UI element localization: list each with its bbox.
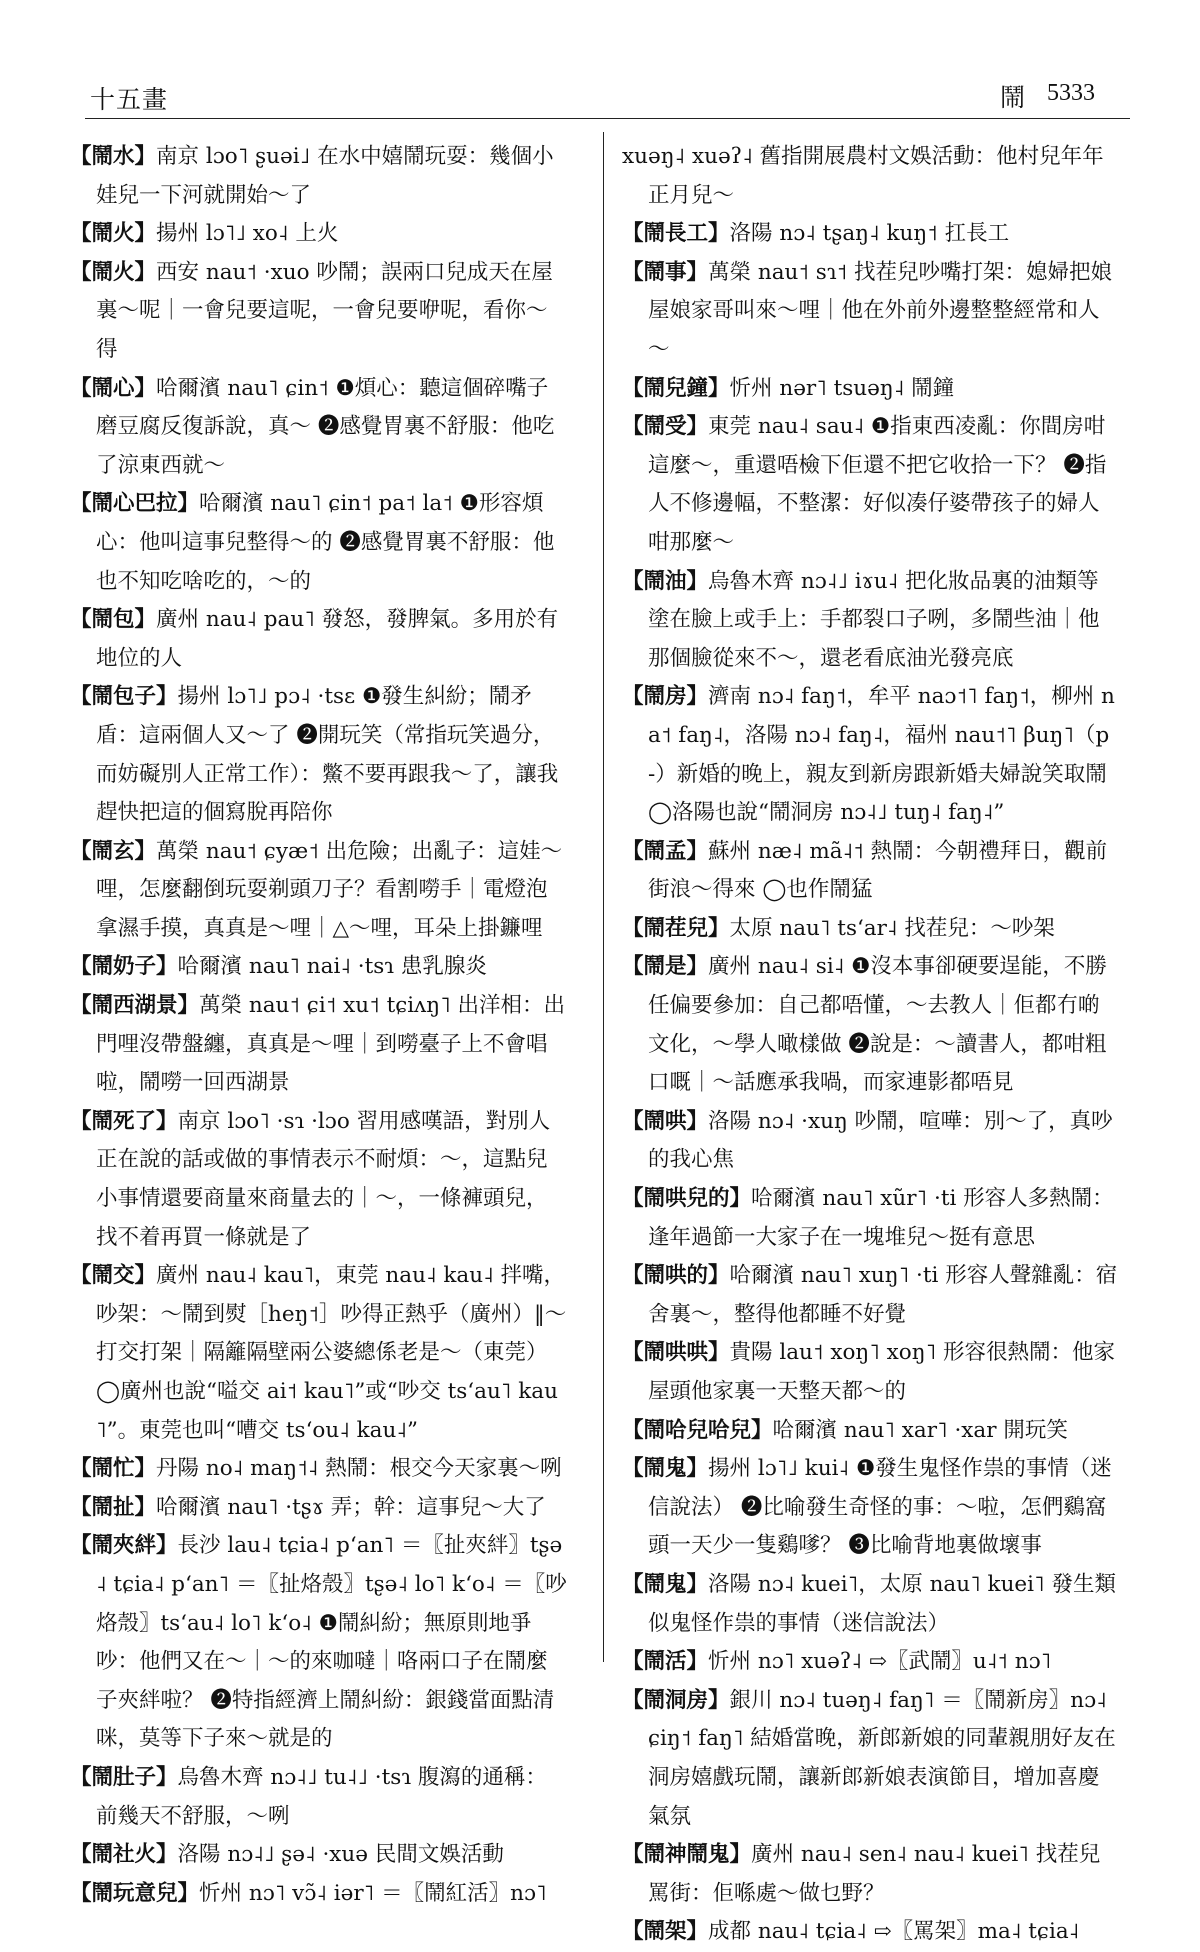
dictionary-entry (622, 1566, 1120, 1643)
entry-definition: 哈爾濱 nau˥ ɕin˦ pa˦ la˦ ❶形容煩心：他叫這事兒整得～的 ❷感覺胃裏不舒服：他也不知吃啥吃的，～的 (96, 491, 555, 594)
entry-headword: 【鬧兒鐘】 (622, 375, 730, 401)
entry-headword: 【鬧鬼】 (622, 1456, 709, 1482)
entry-definition: 洛陽 nɔ˨˩ ʂə˨ ·xuə 民間文娛活動 (177, 1842, 504, 1868)
entry-definition: 廣州 nau˨ pau˥ 發怒，發脾氣。多用於有地位的人 (96, 607, 559, 671)
entry-definition: 銀川 nɔ˨ tuəŋ˨ faŋ˥ ＝〖鬧新房〗nɔ˨ ɕiŋ˦ faŋ˥ 結婚當晚，新郎新娘的同輩親朋好友在洞房嬉戲玩鬧，讓新郎新娘表演節目，增加喜慶氣氛 (648, 1687, 1116, 1829)
entry-definition: 揚州 lɔ˥˩ kui˨ ❶發生鬼怪作祟的事情（迷信說法） ❷比喻發生奇怪的事：～啦，怎們鷄窩頭一天少一隻鷄嗲？ ❸比喻背地裏做壞事 (648, 1456, 1112, 1559)
entry-headword: 【鬧是】 (622, 954, 709, 980)
header-character: 鬧 (1000, 83, 1026, 112)
entry-definition: 哈爾濱 nau˥ ·tʂɤ 弄；幹：這事兒～大了 (156, 1494, 546, 1520)
dictionary-entry (622, 1643, 1120, 1682)
entry-headword: 【鬧神鬧鬼】 (622, 1842, 752, 1868)
dictionary-entry (70, 1759, 568, 1836)
entry-definition: 西安 nau˦ ·xuo 吵鬧；誤兩口兒成天在屋裏～呢｜一會兒要這呢，一會兒要咿呢，看你～得 (96, 259, 553, 362)
entry-definition: 廣州 nau˨ kau˥，東莞 nau˨ kau˨ 拌嘴，吵架：～鬧到熨［heŋ˦］吵得正熱乎（廣州）‖～打交打架｜隔籬隔壁兩公婆總係老是～（東莞）◯廣州也說“嗌交 ai˦ kau˥”或“吵交 tsʻau˥ kau˥”。東莞也叫“嘈交 tsʻou˨ kau˨” (96, 1263, 567, 1443)
dictionary-entry (622, 138, 1120, 215)
entry-definition: 洛陽 nɔ˨ ·xuŋ 吵鬧，喧嘩：別～了，真吵的我心焦 (648, 1108, 1113, 1173)
entry-headword: 【鬧長工】 (622, 221, 730, 247)
right-column (622, 138, 1120, 1952)
dictionary-entry (70, 138, 568, 215)
dictionary-entry (622, 370, 1120, 409)
entry-headword: 【鬧哄兒的】 (622, 1186, 752, 1212)
entry-definition: 烏魯木齊 nɔ˨˩ tu˨˩ ·tsɿ 腹瀉的通稱：前幾天不舒服，～咧 (96, 1764, 547, 1829)
entry-definition: 哈爾濱 nau˥ nai˨ ·tsɿ 患乳腺炎 (177, 954, 487, 980)
entry-headword: 【鬧架】 (622, 1919, 709, 1945)
entry-definition: 丹陽 no˨ maŋ˦˨ 熱鬧：根交今天家裏～咧 (156, 1456, 562, 1482)
entry-headword: 【鬧水】 (70, 144, 157, 169)
dictionary-entry (70, 485, 568, 601)
dictionary-entry (70, 1836, 568, 1875)
dictionary-entry (622, 254, 1120, 370)
entry-definition: 洛陽 nɔ˨ tʂaŋ˨ kuŋ˦ 扛長工 (729, 221, 1010, 247)
entry-definition: 萬榮 nau˦ ɕyæ˦ 出危險；出亂子：這娃～哩，怎麼翻倒玩耍剃頭刀子？看割嘮手｜電燈泡拿濕手摸，真真是～哩｜△～哩，耳朵上掛鐮哩 (96, 838, 563, 941)
dictionary-entry (70, 254, 568, 370)
dictionary-entry (622, 1334, 1120, 1411)
entry-definition: 萬榮 nau˦ sɿ˦ 找茬兒吵嘴打架：媳婦把娘屋娘家哥叫來～哩｜他在外前外邊整整經常和人～ (648, 259, 1113, 362)
dictionary-entry (70, 370, 568, 486)
dictionary-entry (622, 408, 1120, 562)
entry-headword: 【鬧奶子】 (70, 954, 178, 980)
entry-headword: 【鬧夾絆】 (70, 1533, 178, 1559)
entry-headword: 【鬧扯】 (70, 1494, 157, 1520)
entry-definition: xuəŋ˨ xuəʔ˨ 舊指開展農村文娛活動：他村兒年年正月兒～ (622, 144, 1104, 208)
dictionary-entry (622, 1257, 1120, 1334)
dictionary-entry (622, 833, 1120, 910)
entry-headword: 【鬧房】 (622, 684, 709, 710)
dictionary-entry (622, 1913, 1120, 1952)
entry-headword: 【鬧鬼】 (622, 1571, 709, 1597)
entry-headword: 【鬧玩意兒】 (70, 1880, 200, 1906)
entry-headword: 【鬧忙】 (70, 1456, 157, 1482)
dictionary-entry (70, 833, 568, 949)
entry-headword: 【鬧包】 (70, 607, 157, 633)
dictionary-entry (70, 1450, 568, 1489)
entry-headword: 【鬧火】 (70, 221, 157, 247)
entry-definition: 蘇州 næ˨ mã˨˦ 熱鬧：今朝禮拜日，觀前街浪～得來 ◯也作鬧猛 (648, 838, 1108, 903)
entry-definition: 貴陽 lau˦ xoŋ˥ xoŋ˥ 形容很熱鬧：他家屋頭他家裏一天整天都～的 (648, 1340, 1116, 1404)
entry-headword: 【鬧事】 (622, 259, 709, 285)
entry-headword: 【鬧西湖景】 (70, 993, 200, 1019)
entry-definition: 南京 lɔo˥ ʂuəi˩ 在水中嬉鬧玩耍：幾個小娃兒一下河就開始～了 (96, 144, 554, 208)
entry-definition: 揚州 lɔ˥˩ pɔ˨ ·tsɛ ❶發生糾紛；鬧矛盾：這兩個人又～了 ❷開玩笑（常指玩笑過分，而妨礙別人正常工作）：鱉不要再跟我～了，讓我趕快把這的個寫脫再陪你 (96, 684, 559, 826)
entry-headword: 【鬧肚子】 (70, 1764, 178, 1790)
entry-definition: 長沙 lau˨ tɕia˨ pʻan˥ ＝〖扯夾絆〗tʂə˨ tɕia˨ pʻan˥ ＝〖扯烙殼〗tʂə˨ lo˥ kʻo˨ ＝〖吵烙殼〗tsʻau˨ lo˥ kʻo˨ ❶鬧糾紛；無原則地爭吵：他們又在～｜～的來咖噠｜咯兩口子在鬧麼子夾絆啦？ ❷特指經濟上鬧糾紛：銀錢當面點清咪，莫等下子來～就是的 (96, 1533, 567, 1752)
dictionary-entry (70, 1103, 568, 1257)
entry-definition: 濟南 nɔ˨ faŋ˦，牟平 naɔ˦˥ faŋ˦，柳州 na˦ faŋ˨，洛陽 nɔ˨ faŋ˨，福州 nau˦˥ βuŋ˥（p-）新婚的晚上，親友到新房跟新婚夫婦說笑取鬧 ◯洛陽也說“鬧洞房 nɔ˨˩ tuŋ˨ faŋ˨” (648, 684, 1115, 826)
dictionary-entry (622, 563, 1120, 679)
entry-headword: 【鬧交】 (70, 1263, 157, 1289)
entry-headword: 【鬧火】 (70, 259, 157, 285)
entry-headword: 【鬧死了】 (70, 1108, 178, 1134)
section-header: 十五畫 (90, 85, 169, 114)
dictionary-entry (70, 601, 568, 678)
entry-definition: 南京 lɔo˥ ·sɿ ·lɔo 習用感嘆語，對別人正在說的話或做的事情表示不耐煩：～，這點兒小事情還要商量來商量去的｜～，一條褲頭兒，找不着再買一條就是了 (96, 1108, 551, 1250)
entry-definition: 廣州 nau˨ si˨ ❶沒本事卻硬要逞能，不勝任偏要參加：自己都唔懂，～去教人｜佢都冇啲文化，～學人噉樣做 ❷說是：～讀書人，都咁粗口嘅｜～話應承我喎，而家連影都唔見 (648, 954, 1107, 1096)
left-column (70, 138, 568, 1913)
entry-definition: 洛陽 nɔ˨ kuei˥，太原 nau˥ kuei˥ 發生類似鬼怪作祟的事情（迷信說法） (648, 1571, 1116, 1636)
entry-headword: 【鬧包子】 (70, 684, 178, 710)
entry-headword: 【鬧活】 (622, 1649, 709, 1675)
entry-definition: 哈爾濱 nau˥ xũr˥ ·ti 形容人多熱鬧：逢年過節一大家子在一塊堆兒～挺有意思 (648, 1186, 1114, 1250)
entry-headword: 【鬧社火】 (70, 1842, 178, 1868)
entry-definition: 揚州 lɔ˥˩ xo˨ 上火 (156, 221, 339, 247)
entry-definition: 忻州 nɔ˥ xuəʔ˨ ⇨〖武鬧〗u˨˦ nɔ˥ (708, 1649, 1052, 1675)
column-divider (603, 132, 604, 1662)
dictionary-entry (622, 1682, 1120, 1836)
dictionary-entry (622, 1412, 1120, 1451)
entry-headword: 【鬧玄】 (70, 838, 157, 864)
dictionary-entry (622, 948, 1120, 1102)
entry-definition: 萬榮 nau˦ ɕi˦ xu˦ tɕiʌŋ˥ 出洋相：出門哩沒帶盤纏，真真是～哩｜到嘮臺子上不會唱啦，鬧嘮一回西湖景 (96, 993, 566, 1096)
dictionary-entry (70, 1875, 568, 1914)
entry-headword: 【鬧洞房】 (622, 1687, 730, 1713)
dictionary-entry (70, 215, 568, 254)
entry-definition: 哈爾濱 nau˥ xuŋ˥ ·ti 形容人聲雜亂：宿舍裏～，整得他都睡不好覺 (648, 1263, 1118, 1327)
entry-definition: 成都 nau˨ tɕia˨ ⇨〖罵架〗ma˨ tɕia˨ (708, 1919, 1080, 1945)
dictionary-entry (622, 1180, 1120, 1257)
entry-definition: 哈爾濱 nau˥ xar˥ ·xar 開玩笑 (772, 1417, 1068, 1443)
entry-headword: 【鬧心】 (70, 375, 157, 401)
page-number: 5333 (1047, 80, 1095, 106)
entry-headword: 【鬧孟】 (622, 838, 709, 864)
entry-definition: 太原 nau˥ tsʻar˨ 找茬兒：～吵架 (729, 915, 1055, 941)
dictionary-entry (70, 948, 568, 987)
dictionary-entry (622, 1836, 1120, 1913)
entry-headword: 【鬧哈兒哈兒】 (622, 1417, 773, 1443)
entry-headword: 【鬧受】 (622, 414, 709, 440)
entry-headword: 【鬧油】 (622, 568, 709, 594)
entry-definition: 忻州 nɔ˥ vɔ̃˨ iər˥ ＝〖鬧紅活〗nɔ˥ (199, 1880, 547, 1906)
dictionary-entry (622, 1103, 1120, 1180)
entry-definition: 東莞 nau˨ sau˨ ❶指東西凌亂：你間房咁這麼～，重還唔檢下佢還不把它收拾一下？ ❷指人不修邊幅，不整潔：好似凑仔婆帶孩子的婦人咁那麼～ (648, 414, 1107, 555)
dictionary-entry (622, 910, 1120, 949)
entry-headword: 【鬧心巴拉】 (70, 491, 200, 517)
entry-headword: 【鬧哄的】 (622, 1263, 730, 1289)
header-rule (85, 118, 1130, 119)
dictionary-entry (70, 987, 568, 1103)
entry-headword: 【鬧茬兒】 (622, 915, 730, 941)
dictionary-entry (622, 678, 1120, 832)
dictionary-entry (70, 1527, 568, 1759)
entry-definition: 忻州 nər˥ tsuəŋ˨ 鬧鐘 (729, 375, 955, 401)
entry-headword: 【鬧哄哄】 (622, 1340, 730, 1366)
entry-definition: 廣州 nau˨ sen˨ nau˨ kuei˥ 找茬兒罵街：佢喺處～做乜野？ (648, 1842, 1101, 1906)
entry-headword: 【鬧哄】 (622, 1108, 709, 1134)
entry-definition: 哈爾濱 nau˥ ɕin˦ ❶煩心：聽這個碎嘴子磨豆腐反復訴說，真～ ❷感覺胃裏不舒服：他吃了涼東西就～ (96, 375, 555, 478)
dictionary-entry (622, 215, 1120, 254)
entry-definition: 烏魯木齊 nɔ˨˩ iɤu˨ 把化妝品裏的油類等塗在臉上或手上：手都裂口子咧，多鬧些油｜他那個臉從來不～，還老看底油光發亮底 (648, 568, 1100, 671)
dictionary-entry (70, 1257, 568, 1450)
dictionary-entry (622, 1450, 1120, 1566)
dictionary-entry (70, 678, 568, 832)
dictionary-entry (70, 1489, 568, 1528)
